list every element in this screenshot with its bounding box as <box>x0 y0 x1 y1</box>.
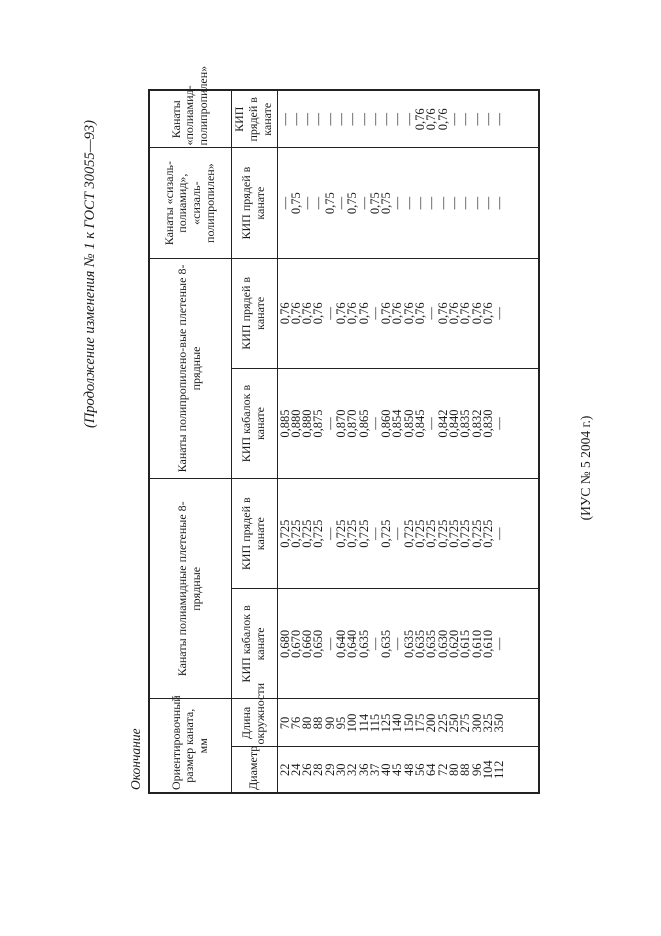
table-cell: 40 <box>379 763 394 776</box>
header-polypropylene: Канаты полипропилено-вые плетеные 8-прядные <box>149 258 231 478</box>
table-cell: 325 <box>480 713 495 733</box>
column-pa-pr <box>277 479 539 589</box>
table-cell: — <box>480 113 495 126</box>
table-cell: 0,610 <box>480 629 495 658</box>
table-cell: 0,725 <box>401 519 416 548</box>
table-cell: 0,725 <box>277 519 292 548</box>
table-cell: 96 <box>469 763 484 776</box>
table-cell: 0,870 <box>345 409 360 438</box>
table-cell: 0,76 <box>356 302 371 325</box>
table-cell: 0,76 <box>288 302 303 325</box>
table-cell: 0,75 <box>379 192 394 215</box>
table-cell: 0,75 <box>345 192 360 215</box>
table-cell: 0,725 <box>446 519 461 548</box>
table-cell: — <box>367 527 382 540</box>
table-cell: 0,835 <box>458 409 473 438</box>
table-cell: — <box>367 637 382 651</box>
table-cell: 48 <box>401 763 416 776</box>
table-container <box>148 65 540 794</box>
table-cell: — <box>492 113 507 126</box>
rope-data-table <box>148 65 540 794</box>
table-cell: 0,75 <box>322 192 337 215</box>
table-cell: 0,842 <box>435 409 450 438</box>
table-cell: 0,76 <box>424 108 439 131</box>
page-header: (Продолжение изменения № 1 к ГОСТ 30055—93) <box>82 120 98 429</box>
table-cell: 88 <box>458 763 473 776</box>
table-cell: — <box>356 113 371 126</box>
column-pp-pr <box>277 258 539 368</box>
table-cell: — <box>469 113 484 126</box>
table-cell: 0,725 <box>311 519 326 548</box>
table-cell: 0,76 <box>435 302 450 325</box>
table-cell: — <box>492 307 507 320</box>
table-cell: — <box>322 637 337 651</box>
table-cell: — <box>458 113 473 126</box>
column-pp-kab <box>277 368 539 478</box>
table-cell: 0,725 <box>480 519 495 548</box>
table-cell: 0,725 <box>345 519 360 548</box>
table-cell: — <box>401 196 416 210</box>
table-cell: 0,76 <box>345 302 360 325</box>
table-cell: 0,865 <box>356 409 371 438</box>
table-cell: — <box>458 196 473 210</box>
table-cell: 140 <box>390 713 405 733</box>
table-cell: 0,875 <box>311 409 326 438</box>
table-cell: 0,76 <box>277 302 292 325</box>
table-cell: 115 <box>367 713 382 733</box>
table-cell: — <box>424 417 439 430</box>
table-cell: — <box>435 196 450 210</box>
table-cell: 100 <box>345 713 360 733</box>
table-cell: — <box>345 113 360 126</box>
table-cell: 0,725 <box>424 519 439 548</box>
table-cell: 0,832 <box>469 409 484 438</box>
table-cell: 0,76 <box>379 302 394 325</box>
table-cell: 0,725 <box>469 519 484 548</box>
column-papp-pr <box>277 90 539 148</box>
table-cell: 56 <box>413 763 428 776</box>
subheader-sis-pr: КИП прядей в канате <box>231 148 277 258</box>
table-cell: 0,76 <box>435 108 450 131</box>
table-cell: 0,75 <box>288 192 303 215</box>
table-cell: — <box>446 196 461 210</box>
table-cell: 0,635 <box>379 629 394 658</box>
table-cell: — <box>390 113 405 126</box>
table-cell: — <box>480 196 495 210</box>
table-cell: — <box>469 196 484 210</box>
table-cell: 112 <box>492 760 507 779</box>
table-cell: 0,725 <box>356 519 371 548</box>
table-cell: — <box>322 307 337 320</box>
table-cell: 0,635 <box>401 629 416 658</box>
table-cell: — <box>311 196 326 210</box>
table-cell: 0,725 <box>288 519 303 548</box>
table-cell: 90 <box>322 716 337 730</box>
table-cell: — <box>277 196 292 210</box>
table-cell: 0,76 <box>413 108 428 131</box>
table-cell: 0,840 <box>446 409 461 438</box>
table-cell: 0,845 <box>413 409 428 438</box>
table-cell: 80 <box>300 716 315 730</box>
table-cell: 45 <box>390 763 405 776</box>
table-cell: 0,870 <box>333 409 348 438</box>
subheader-diameter: Диаметр <box>231 747 277 793</box>
table-cell: 0,635 <box>413 629 428 658</box>
table-cell: 0,635 <box>424 629 439 658</box>
table-cell: — <box>446 113 461 126</box>
table-body-row <box>277 90 539 793</box>
table-cell: 22 <box>277 763 292 776</box>
table-cell: 29 <box>322 763 337 776</box>
table-cell: 0,75 <box>367 192 382 215</box>
table-cell: 0,76 <box>300 302 315 325</box>
table-cell: 0,885 <box>277 409 292 438</box>
table-cell: 225 <box>435 713 450 733</box>
table-cell: — <box>379 113 394 126</box>
table-cell: 0,76 <box>458 302 473 325</box>
column-pa-kab <box>277 589 539 699</box>
subheader-pp-kab: КИП кабалок в канате <box>231 368 277 478</box>
table-cell: — <box>333 113 348 126</box>
table-cell: 275 <box>458 713 473 733</box>
column-sis-pr <box>277 148 539 258</box>
table-cell: 64 <box>424 763 439 776</box>
table-cell: 36 <box>356 763 371 776</box>
table-cell: 0,610 <box>469 629 484 658</box>
table-cell: — <box>367 307 382 320</box>
header-polyamide: Канаты полиамидные плетеные 8-прядные <box>149 479 231 699</box>
table-cell: 76 <box>288 716 303 730</box>
subheader-papp-pr: КИП прядей в канате <box>231 90 277 148</box>
table-cell: 0,76 <box>401 302 416 325</box>
table-cell: 0,640 <box>345 629 360 658</box>
table-cell: 32 <box>345 763 360 776</box>
table-cell: 350 <box>492 713 507 733</box>
table-cell: — <box>492 196 507 210</box>
table-cell: 0,830 <box>480 409 495 438</box>
subheader-length: Длина окружности <box>231 699 277 747</box>
table-cell: 0,76 <box>413 302 428 325</box>
table-cell: 114 <box>356 713 371 733</box>
table-cell: 28 <box>311 763 326 776</box>
table-cell: 0,660 <box>300 629 315 658</box>
table-cell: — <box>356 196 371 210</box>
table-cell: — <box>492 527 507 540</box>
table-cell: — <box>300 196 315 210</box>
table-cell: 30 <box>333 763 348 776</box>
table-cell: — <box>322 113 337 126</box>
page-footer: (ИУС № 5 2004 г.) <box>578 415 593 521</box>
table-cell: — <box>492 637 507 651</box>
table-cell: — <box>390 527 405 540</box>
table-cell: — <box>300 113 315 126</box>
table-cell: — <box>424 196 439 210</box>
subheader-pa-pr: КИП прядей в канате <box>231 479 277 589</box>
table-cell: — <box>322 527 337 540</box>
table-cell: 0,650 <box>311 629 326 658</box>
table-cell: 0,76 <box>480 302 495 325</box>
table-cell: — <box>311 113 326 126</box>
table-cell: 0,850 <box>401 409 416 438</box>
table-cell: 150 <box>401 713 416 733</box>
table-cell: 300 <box>469 713 484 733</box>
header-size: Ориентировочный размер каната, мм <box>149 699 231 793</box>
header-polyamide-pp: Канаты «полиамид-полипропилен» <box>149 90 231 148</box>
table-cell: 37 <box>367 763 382 776</box>
table-cell: 250 <box>446 713 461 733</box>
column-length <box>277 699 539 747</box>
table-cell: 70 <box>277 716 292 730</box>
table-cell: 72 <box>435 763 450 776</box>
table-cell: — <box>401 113 416 126</box>
table-cell: — <box>390 637 405 651</box>
table-cell: 0,615 <box>458 629 473 658</box>
table-cell: — <box>277 113 292 126</box>
table-cell: 125 <box>379 713 394 733</box>
table-cell: 0,725 <box>413 519 428 548</box>
table-cell: 88 <box>311 716 326 730</box>
table-cell: 0,860 <box>379 409 394 438</box>
table-cell: — <box>367 417 382 430</box>
table-cell: 175 <box>413 713 428 733</box>
table-cell: 0,630 <box>435 629 450 658</box>
table-cell: — <box>367 113 382 126</box>
column-diameter <box>277 747 539 793</box>
table-cell: 26 <box>300 763 315 776</box>
table-cell: — <box>390 196 405 210</box>
table-cell: 95 <box>333 716 348 730</box>
table-cell: 80 <box>446 763 461 776</box>
table-cell: 0,880 <box>288 409 303 438</box>
table-cell: 0,880 <box>300 409 315 438</box>
table-cell: — <box>322 417 337 430</box>
table-cell: 0,725 <box>300 519 315 548</box>
table-cell: 0,620 <box>446 629 461 658</box>
table-cell: 0,725 <box>379 519 394 548</box>
table-cell: — <box>288 113 303 126</box>
table-cell: — <box>492 417 507 430</box>
subheader-pa-kab: КИП кабалок в канате <box>231 589 277 699</box>
table-cell: 0,76 <box>390 302 405 325</box>
subheader-pp-pr: КИП прядей в канате <box>231 258 277 368</box>
table-cell: 200 <box>424 713 439 733</box>
table-cell: 0,725 <box>333 519 348 548</box>
header-sisal: Канаты «сизаль-полиамид», «сизаль-полипропилен» <box>149 148 231 258</box>
table-cell: 24 <box>288 763 303 776</box>
table-cell: 0,640 <box>333 629 348 658</box>
table-cell: 0,725 <box>458 519 473 548</box>
table-cell: 0,76 <box>446 302 461 325</box>
table-cell: 104 <box>480 760 495 780</box>
table-cell: 0,670 <box>288 629 303 658</box>
table-cell: 0,854 <box>390 409 405 438</box>
table-cell: 0,76 <box>333 302 348 325</box>
table-cell: 0,76 <box>311 302 326 325</box>
table-cell: — <box>424 307 439 320</box>
table-cell: — <box>333 196 348 210</box>
table-cell: 0,76 <box>469 302 484 325</box>
table-cell: — <box>413 196 428 210</box>
table-cell: 0,725 <box>435 519 450 548</box>
table-continuation-label: Окончание <box>128 728 143 790</box>
table-cell: 0,680 <box>277 629 292 658</box>
table-cell: 0,635 <box>356 629 371 658</box>
